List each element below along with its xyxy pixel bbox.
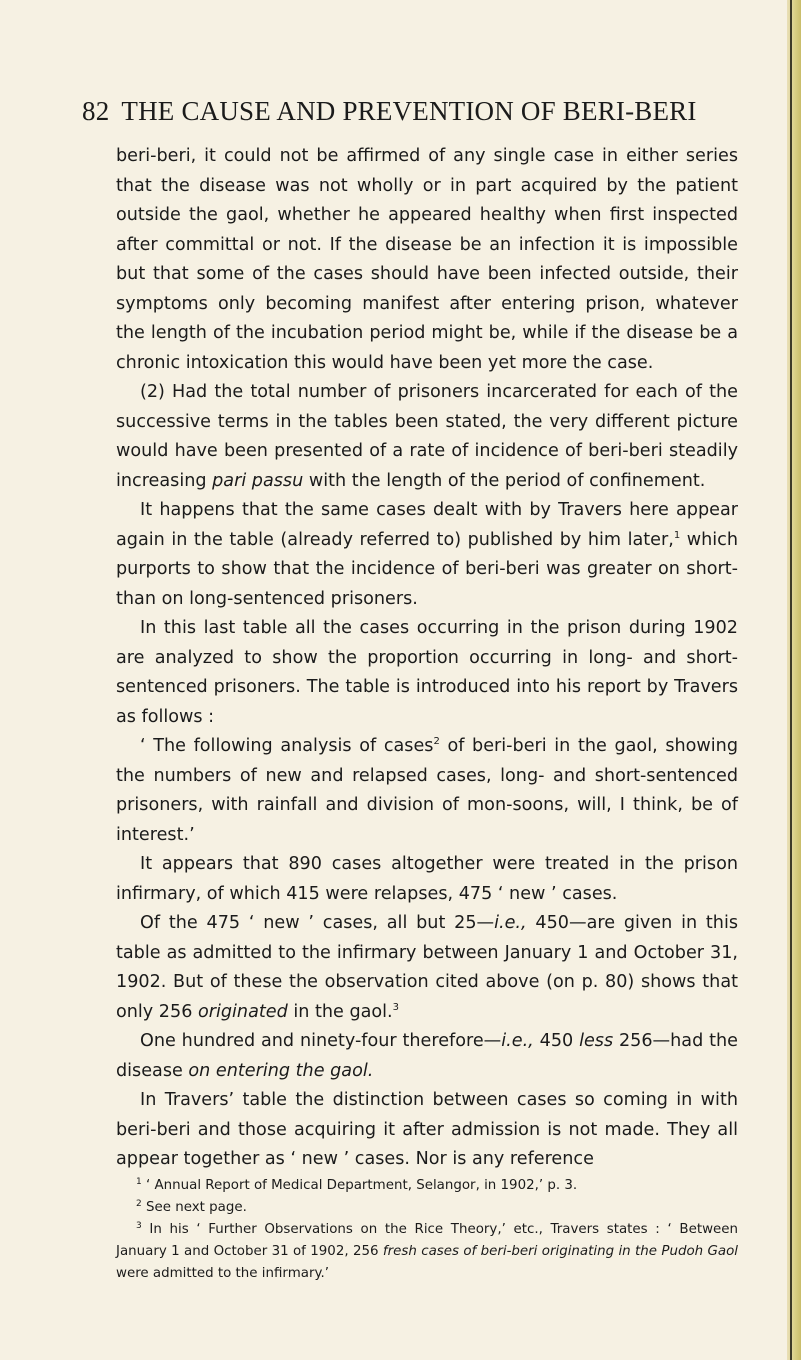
paragraph-4 [116,614,738,732]
paragraph-8-italic-2: less [579,1031,614,1051]
paragraph-7-italic-1: i.e., [494,913,527,933]
paragraph-1 [116,142,738,378]
page-number: 82 [82,96,110,126]
footnote-1-text: ‘ Annual Report of Medical Department, Selangor, in 1902,’ p. 3. [141,1178,578,1193]
paragraph-7-italic-2: originated [197,1001,288,1022]
paragraph-3-text-a: It happens that the same cases dealt with by Travers here appear again in the table (already referred to) published by him later, [116,500,738,550]
footnote-1-number: 1 [136,1177,142,1187]
footnote-ref-1: 1 [673,529,681,541]
footnote-3-text: In his ‘ Further Observations on the Rice Theory,’ etc., Travers states : ‘ Between January 1 and October 31 of 1902, 256 [116,1222,738,1259]
paragraph-3 [116,496,738,614]
footnotes [116,1175,738,1285]
paragraph-7-text-a: Of the 475 ‘ new ’ cases, all but 25— [140,913,495,933]
footnote-ref-3: 3 [392,1001,400,1013]
paragraph-8-text-c: 256—had the disease [116,1031,738,1081]
page-title: THE CAUSE AND PREVENTION OF BERI-BERI [121,96,697,126]
paragraph-3-text-b: which purports to show that the incidence of beri-beri was greater on short- than on long-sentenced prisoners. [116,529,738,609]
paragraph-9-text: In Travers’ table the distinction between cases so coming in with beri-beri and those acquiring it after admission is not made. They all appear together as ‘ new ’ cases. Nor is any reference [116,1090,738,1169]
paragraph-5-quote [116,732,738,850]
paragraph-5-text-b: of beri-beri in the gaol, showing the numbers of new and relapsed cases, long- and short-sentenced prisoners, with rainfall and division of mon-soons, will, I think, be of interest.’ [116,736,738,845]
paragraph-2-italic: pari passu [212,470,304,491]
paragraph-9 [116,1086,738,1175]
paragraph-6-text: It appears that 890 cases altogether were treated in the prison infirmary, of which 415 were relapses, 475 ‘ new ’ cases. [116,854,738,904]
footnote-2-number: 2 [136,1199,142,1209]
paragraph-8-italic-3: on entering the gaol. [188,1060,374,1081]
body-text [116,142,738,1175]
paragraph-7-text-b: 450—are given in this table as admitted to the infirmary between January 1 and October 31, 1902. But of these the observation cited above (on p. 80) shows that only 256 [116,913,738,1022]
footnote-2 [116,1197,738,1219]
footnote-3-end: were admitted to the infirmary.’ [116,1266,329,1281]
paragraph-2-text-b: with the length of the period of confinement. [303,470,706,491]
footnote-ref-2: 2 [433,736,440,747]
paragraph-2 [116,378,738,496]
paragraph-8-text-a: One hundred and ninety-four therefore— [140,1031,502,1051]
footnote-3-italic: fresh cases of beri-beri originating in the Pudoh Gaol [382,1244,738,1259]
running-head [82,96,742,127]
page-edge [787,0,801,1360]
footnote-2-text: See next page. [141,1200,247,1215]
paragraph-4-text: In this last table all the cases occurring in the prison during 1902 are analyzed to show the proportion occurring in long- and short-sentenced prisoners. The table is introduced into his report by Travers as follows : [116,618,738,727]
paragraph-6 [116,850,738,909]
paragraph-2-text-a: (2) Had the total number of prisoners incarcerated for each of the successive terms in the tables been stated, the very different picture would have been presented of a rate of incidence of beri-beri steadily increasing [116,382,738,491]
footnote-1 [116,1175,738,1197]
paragraph-1-text: beri-beri, it could not be affirmed of any single case in either series that the disease was not wholly or in part acquired by the patient outside the gaol, whether he appeared healthy when first inspected after committal or not. If the disease be an infection it is impossible but that some of the cases should have been infected outside, their symptoms only becoming manifest after entering prison, whatever the length of the incubation period might be, while if the disease be a chronic intoxication this would have been yet more the case. [116,146,738,373]
footnote-3 [116,1219,738,1285]
paragraph-7 [116,909,738,1027]
paragraph-8 [116,1027,738,1086]
paragraph-7-text-c: in the gaol. [287,1001,393,1022]
paragraph-8-text-b: 450 [533,1031,580,1051]
paragraph-8-italic-1: i.e., [501,1031,534,1051]
paragraph-5-text-a: ‘ The following analysis of cases [140,736,434,756]
footnote-3-number: 3 [136,1221,142,1231]
